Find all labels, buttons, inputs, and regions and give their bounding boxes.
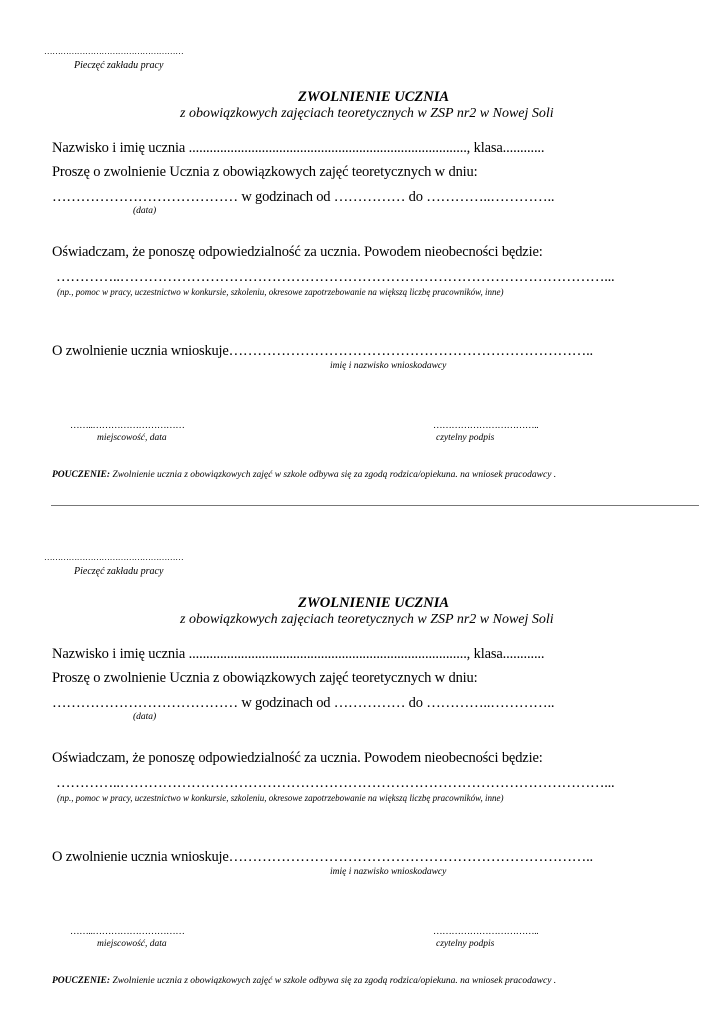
notice bbox=[52, 470, 556, 480]
date-hours-field[interactable]: ………………………………… w godzinach od …………… do …………..………….. bbox=[52, 189, 555, 205]
student-name-field[interactable]: Nazwisko i imię ucznia ................................................................................, klasa............ bbox=[52, 646, 545, 662]
declaration-line: Oświadczam, że ponoszę odpowiedzialność za ucznia. Powodem nieobecności będzie: bbox=[52, 750, 543, 766]
reason-field[interactable]: …………..…………………………………………………………………………………………... bbox=[56, 775, 615, 791]
signature-label: czytelny podpis bbox=[436, 433, 495, 443]
signature-label: czytelny podpis bbox=[436, 939, 495, 949]
applicant-field[interactable]: O zwolnienie ucznia wnioskuje………………………………………………………………….. bbox=[52, 343, 593, 359]
stamp-dots: …………………………………………… bbox=[44, 552, 184, 562]
place-date-label: miejscowość, data bbox=[97, 433, 167, 443]
stamp-dots: …………………………………………… bbox=[44, 46, 184, 56]
place-date-label: miejscowość, data bbox=[97, 939, 167, 949]
student-name-field[interactable]: Nazwisko i imię ucznia ................................................................................, klasa............ bbox=[52, 140, 545, 156]
date-label: (data) bbox=[133, 206, 157, 216]
applicant-field[interactable]: O zwolnienie ucznia wnioskuje………………………………………………………………….. bbox=[52, 849, 593, 865]
exemption-form-top bbox=[0, 0, 725, 506]
form-subtitle: z obowiązkowych zajęciach teoretycznych w ZSP nr2 w Nowej Soli bbox=[180, 612, 554, 627]
notice-text: Zwolnienie ucznia z obowiązkowych zajęć w szkole odbywa się za zgodą rodzica/opiekuna. na wniosek pracodawcy . bbox=[110, 976, 557, 986]
request-line: Proszę o zwolnienie Ucznia z obowiązkowych zajęć teoretycznych w dniu: bbox=[52, 670, 478, 686]
place-date-field[interactable]: ……..………………………… bbox=[70, 421, 185, 431]
notice-label: POUCZENIE: bbox=[52, 470, 111, 480]
notice-label: POUCZENIE: bbox=[52, 976, 111, 986]
date-hours-field[interactable]: ………………………………… w godzinach od …………… do …………..………….. bbox=[52, 695, 555, 711]
declaration-line: Oświadczam, że ponoszę odpowiedzialność za ucznia. Powodem nieobecności będzie: bbox=[52, 244, 543, 260]
reason-field[interactable]: …………..…………………………………………………………………………………………... bbox=[56, 269, 615, 285]
applicant-label: imię i nazwisko wnioskodawcy bbox=[330, 867, 447, 877]
reason-hint: (np., pomoc w pracy, uczestnictwo w konkursie, szkoleniu, okresowe zapotrzebowanie na większą liczbę pracowników, inne) bbox=[57, 793, 504, 803]
stamp-label: Pieczęć zakładu pracy bbox=[74, 566, 164, 577]
exemption-form-bottom bbox=[0, 506, 725, 1012]
form-title: ZWOLNIENIE UCZNIA bbox=[298, 89, 450, 105]
place-date-field[interactable]: ……..………………………… bbox=[70, 927, 185, 937]
stamp-label: Pieczęć zakładu pracy bbox=[74, 60, 164, 71]
applicant-label: imię i nazwisko wnioskodawcy bbox=[330, 361, 447, 371]
notice bbox=[52, 976, 556, 986]
date-label: (data) bbox=[133, 712, 157, 722]
form-subtitle: z obowiązkowych zajęciach teoretycznych w ZSP nr2 w Nowej Soli bbox=[180, 106, 554, 121]
form-title: ZWOLNIENIE UCZNIA bbox=[298, 595, 450, 611]
signature-field[interactable]: …………………………….. bbox=[433, 421, 539, 431]
request-line: Proszę o zwolnienie Ucznia z obowiązkowych zajęć teoretycznych w dniu: bbox=[52, 164, 478, 180]
notice-text: Zwolnienie ucznia z obowiązkowych zajęć w szkole odbywa się za zgodą rodzica/opiekuna. na wniosek pracodawcy . bbox=[110, 470, 557, 480]
reason-hint: (np., pomoc w pracy, uczestnictwo w konkursie, szkoleniu, okresowe zapotrzebowanie na większą liczbę pracowników, inne) bbox=[57, 287, 504, 297]
signature-field[interactable]: …………………………….. bbox=[433, 927, 539, 937]
